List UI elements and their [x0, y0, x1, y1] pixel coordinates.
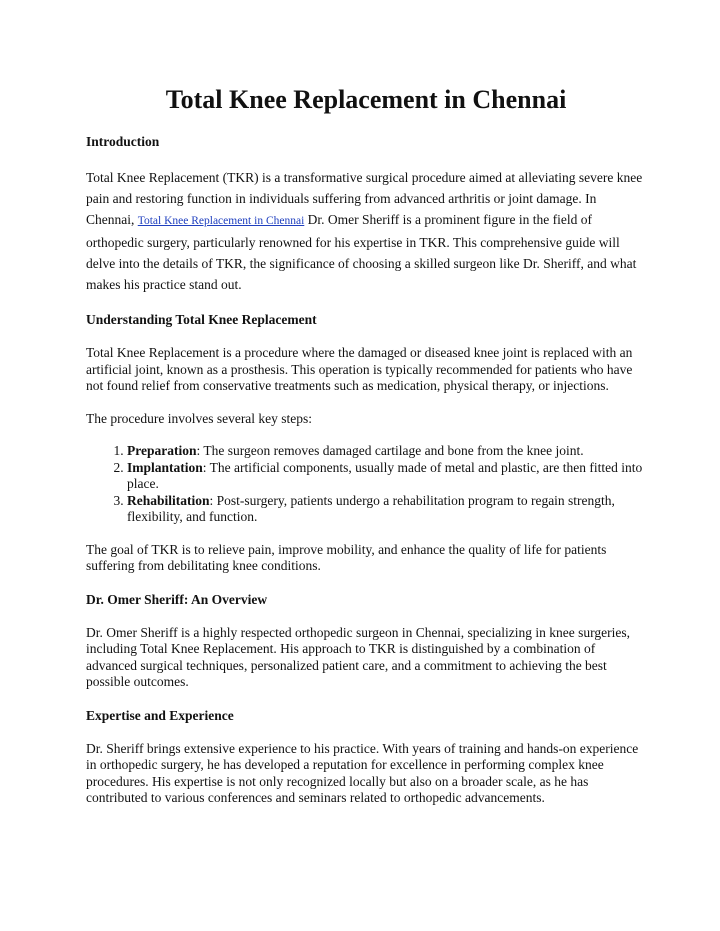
step-term: Rehabilitation [127, 492, 210, 508]
overview-heading: Dr. Omer Sheriff: An Overview [86, 591, 268, 607]
list-item [127, 460, 646, 493]
overview-paragraph: Dr. Omer Sheriff is a highly respected orthopedic surgeon in Chennai, specializing in knee surgeries, including Total Knee Replacement. His approach to TKR is distinguished by a combination of advanced surgical techniques, personalized patient care, and a commitment to achieving the best possible outcomes. [86, 624, 630, 689]
step-term: Preparation [127, 443, 197, 458]
step-text: : The artificial components, usually made of metal and plastic, are then fitted into place. [127, 459, 643, 491]
understanding-paragraph: Total Knee Replacement is a procedure where the damaged or diseased knee joint is replaced with an artificial joint, known as a prosthesis. This operation is typically recommended for patients who have not found relief from conservative treatments such as medication, physical therapy, or injections. [86, 345, 633, 393]
document-page [86, 82, 646, 807]
expertise-heading: Expertise and Experience [86, 707, 234, 723]
introduction-heading: Introduction [86, 134, 160, 149]
introduction-paragraph [86, 167, 646, 295]
tkr-chennai-link[interactable]: Total Knee Replacement in Chennai [137, 215, 305, 227]
goal-paragraph: The goal of TKR is to relieve pain, improve mobility, and enhance the quality of life for patients suffering from debilitating knee conditions. [86, 541, 607, 573]
intro-text-start: Total Knee Replacement (TKR) is a transformative surgical procedure aimed at alleviating severe knee pain and restoring function in individuals suffering from advanced arthritis or joint damage. In Chennai, [86, 170, 643, 227]
list-item [127, 493, 646, 526]
step-text: : The surgeon removes damaged cartilage and bone from the knee joint. [196, 443, 584, 458]
understanding-heading: Understanding Total Knee Replacement [86, 312, 317, 327]
list-item [127, 443, 646, 460]
step-text: : Post-surgery, patients undergo a rehabilitation program to regain strength, flexibility, and function. [127, 492, 615, 524]
steps-list [86, 443, 646, 526]
expertise-paragraph: Dr. Sheriff brings extensive experience to his practice. With years of training and hands-on experience in orthopedic surgery, he has developed a reputation for excellence in performing complex knee procedures. His expertise is not only recognized locally but also on a broader scale, as he has contributed to various conferences and seminars related to orthopedic advancements. [86, 740, 639, 805]
step-term: Implantation [127, 459, 203, 475]
intro-text-end: Dr. Omer Sheriff is a prominent figure in the field of orthopedic surgery, particularly renowned for his expertise in TKR. This comprehensive guide will delve into the details of TKR, the significance of choosing a skilled surgeon like Dr. Sheriff, and what makes his practice stand out. [86, 212, 637, 292]
page-title: Total Knee Replacement in Chennai [165, 85, 567, 114]
steps-intro: The procedure involves several key steps: [86, 410, 313, 426]
